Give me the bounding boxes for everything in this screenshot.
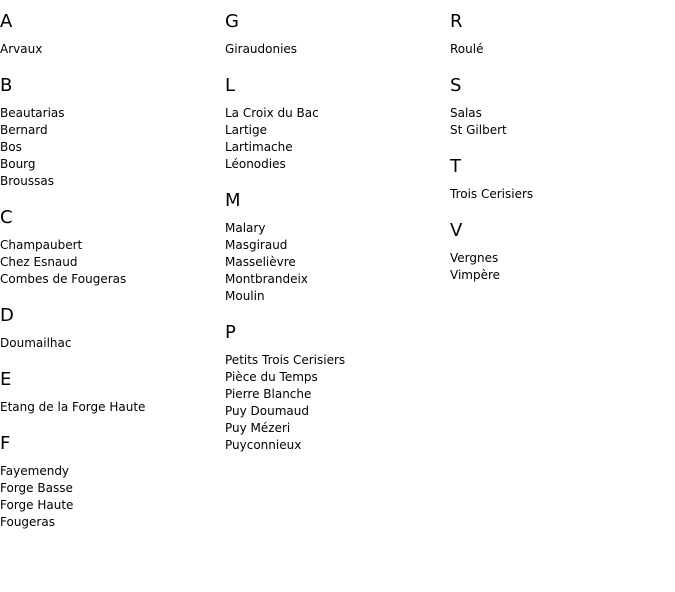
place-link[interactable]: Pierre Blanche — [225, 387, 312, 401]
place-list — [225, 41, 445, 58]
place-link[interactable]: Montbrandeix — [225, 272, 308, 286]
place-link[interactable]: Moulin — [225, 289, 265, 303]
place-list — [0, 335, 220, 352]
letter-group — [450, 75, 670, 139]
place-list — [0, 41, 220, 58]
place-link[interactable]: Etang de la Forge Haute — [0, 400, 146, 414]
place-link[interactable]: Trois Cerisiers — [450, 187, 534, 201]
place-list — [225, 352, 445, 454]
index-column — [0, 11, 220, 548]
place-list — [0, 105, 220, 190]
place-list — [0, 399, 220, 416]
index-column — [225, 11, 445, 471]
place-link[interactable]: Combes de Fougeras — [0, 272, 127, 286]
letter-group — [225, 11, 445, 58]
letter-heading: T — [450, 156, 461, 177]
place-link[interactable]: Vimpère — [450, 268, 501, 282]
place-link[interactable]: St Gilbert — [450, 123, 507, 137]
letter-heading: B — [0, 75, 13, 96]
place-link[interactable]: Bernard — [0, 123, 48, 137]
letter-heading: E — [0, 369, 12, 390]
place-link[interactable]: Pièce du Temps — [225, 370, 318, 384]
letter-heading: R — [450, 11, 463, 32]
place-link[interactable]: Fougeras — [0, 515, 55, 529]
letter-group — [225, 75, 445, 173]
place-link[interactable]: Arvaux — [0, 42, 43, 56]
letter-group — [225, 322, 445, 454]
letter-group — [450, 156, 670, 203]
place-list — [225, 220, 445, 305]
place-list — [450, 250, 670, 284]
letter-group — [450, 11, 670, 58]
letter-heading: V — [450, 220, 463, 241]
place-link[interactable]: Vergnes — [450, 251, 499, 265]
place-link[interactable]: Petits Trois Cerisiers — [225, 353, 346, 367]
letter-group — [225, 190, 445, 305]
letter-group — [450, 220, 670, 284]
place-link[interactable]: Chez Esnaud — [0, 255, 78, 269]
place-link[interactable]: Bourg — [0, 157, 36, 171]
place-link[interactable]: Léonodies — [225, 157, 286, 171]
letter-group — [0, 207, 220, 288]
place-link[interactable]: Giraudonies — [225, 42, 298, 56]
place-link[interactable]: Masgiraud — [225, 238, 288, 252]
place-link[interactable]: Salas — [450, 106, 482, 120]
letter-heading: C — [0, 207, 13, 228]
letter-heading: P — [225, 322, 236, 343]
place-link[interactable]: Lartimache — [225, 140, 293, 154]
place-link[interactable]: Puy Doumaud — [225, 404, 309, 418]
letter-group — [0, 369, 220, 416]
place-list — [0, 463, 220, 531]
letter-heading: G — [225, 11, 239, 32]
place-link[interactable]: Beautarias — [0, 106, 65, 120]
place-link[interactable]: Malary — [225, 221, 266, 235]
place-link[interactable]: Masselièvre — [225, 255, 296, 269]
place-link[interactable]: Puy Mézeri — [225, 421, 291, 435]
index-column — [450, 11, 670, 301]
letter-heading: A — [0, 11, 13, 32]
letter-heading: L — [225, 75, 236, 96]
place-link[interactable]: Champaubert — [0, 238, 83, 252]
place-link[interactable]: Fayemendy — [0, 464, 70, 478]
place-link[interactable]: Forge Haute — [0, 498, 74, 512]
letter-group — [0, 433, 220, 531]
letter-group — [0, 11, 220, 58]
place-list — [225, 105, 445, 173]
letter-group — [0, 75, 220, 190]
place-link[interactable]: Puyconnieux — [225, 438, 302, 452]
place-list — [450, 105, 670, 139]
letter-heading: F — [0, 433, 11, 454]
place-link[interactable]: Roulé — [450, 42, 484, 56]
place-link[interactable]: Bos — [0, 140, 22, 154]
letter-group — [0, 305, 220, 352]
letter-heading: S — [450, 75, 462, 96]
place-link[interactable]: Broussas — [0, 174, 54, 188]
place-link[interactable]: Lartige — [225, 123, 268, 137]
place-link[interactable]: La Croix du Bac — [225, 106, 319, 120]
place-link[interactable]: Doumailhac — [0, 336, 72, 350]
place-list — [450, 41, 670, 58]
place-link[interactable]: Forge Basse — [0, 481, 73, 495]
letter-heading: D — [0, 305, 14, 326]
place-list — [450, 186, 670, 203]
letter-heading: M — [225, 190, 241, 211]
place-list — [0, 237, 220, 288]
